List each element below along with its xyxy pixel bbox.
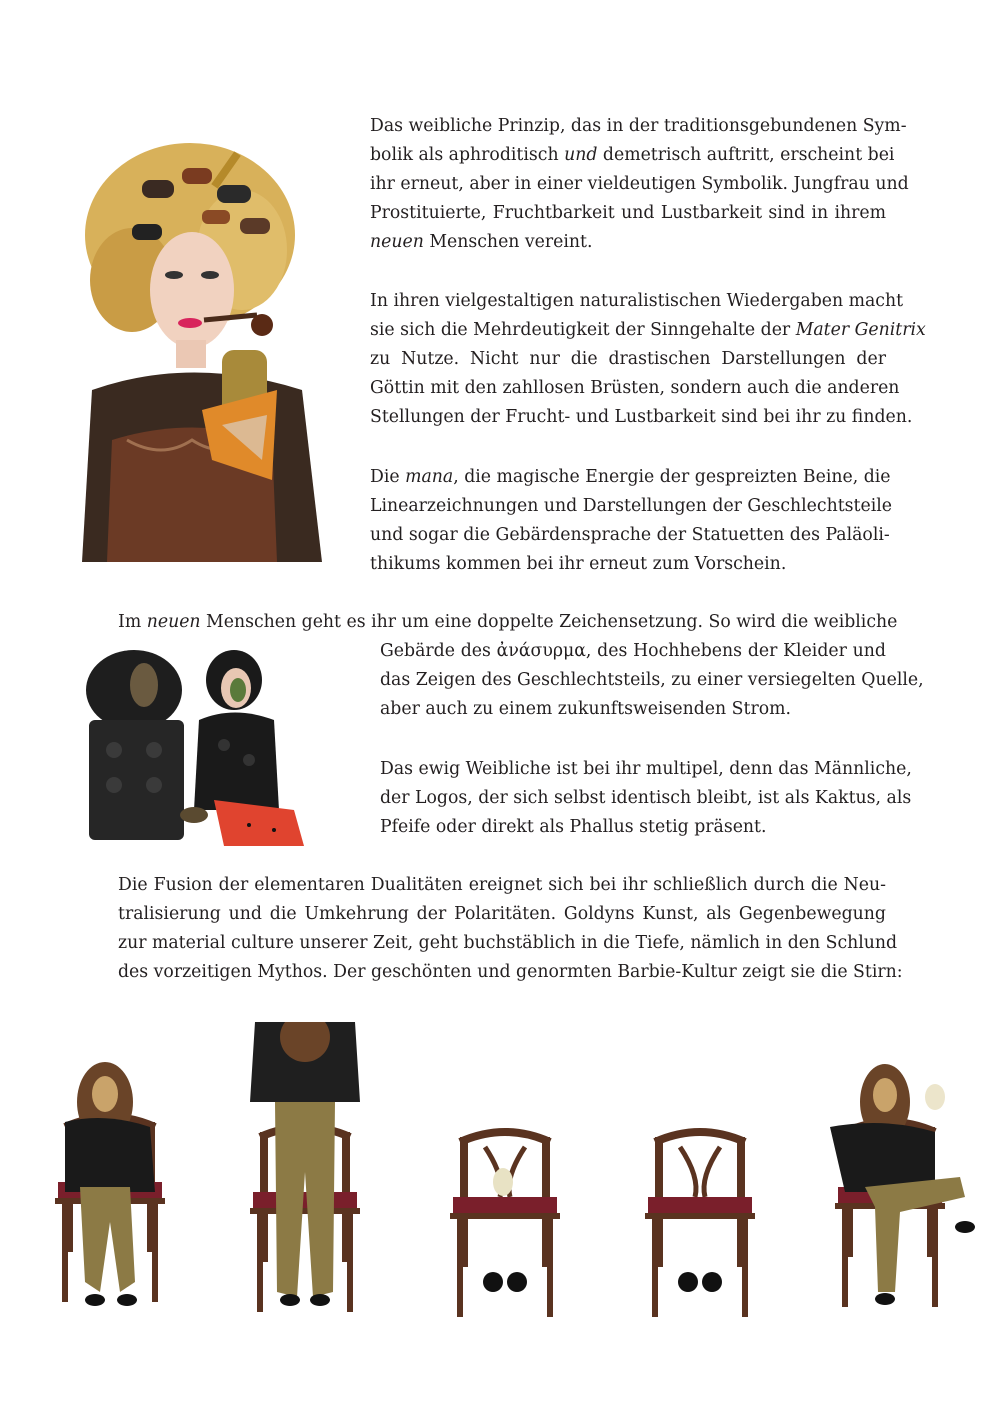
- seated-figure-photo: [84, 650, 308, 846]
- empty-chair-egg: [450, 1132, 560, 1317]
- paragraph-4-first-line: [118, 608, 898, 637]
- text-line: Gebärde des ἀνάσυρμα, des Hochhebens der Kleider und: [380, 641, 886, 661]
- text-line: zur material culture unserer Zeit, geht buchstäblich in die Tiefe, nämlich in den Schlund: [118, 933, 898, 953]
- paragraph-2: [370, 287, 926, 432]
- text-line: Prostituierte, Fruchtbarkeit und Lustbarkeit sind in ihrem: [370, 203, 886, 223]
- text-line: neuen Menschen vereint.: [370, 232, 593, 252]
- text-line: Die mana, die magische Energie der gespreizten Beine, die: [370, 467, 891, 487]
- text-line: In ihren vielgestaltigen naturalistischen Wiedergaben macht: [370, 291, 904, 311]
- paragraph-5: [380, 755, 912, 842]
- chair-sequence-photos: [15, 1022, 987, 1317]
- woman-crossed-legs-egg: [830, 1064, 975, 1307]
- text-line: der Logos, der sich selbst identisch bleibt, ist als Kaktus, als: [380, 788, 912, 808]
- text-line: zu Nutze. Nicht nur die drastischen Darstellungen der: [370, 349, 886, 369]
- paragraph-1: [370, 112, 909, 257]
- paragraph-3: [370, 463, 892, 579]
- text-line: Stellungen der Frucht- und Lustbarkeit sind bei ihr zu finden.: [370, 407, 913, 427]
- seated-woman-chair: [55, 1062, 165, 1306]
- text-line: Linearzeichnungen und Darstellungen der Geschlechtsteile: [370, 496, 892, 516]
- text-line: bolik als aphroditisch und demetrisch auftritt, erscheint bei: [370, 145, 895, 165]
- text-line: und sogar die Gebärdensprache der Statuetten des Paläoli-: [370, 525, 890, 545]
- text-line: sie sich die Mehrdeutigkeit der Sinngehalte der Mater Genitrix: [370, 320, 926, 340]
- text-line: thikums kommen bei ihr erneut zum Vorschein.: [370, 554, 787, 574]
- text-line: aber auch zu einem zukunftsweisenden Strom.: [380, 699, 791, 719]
- text-line: Im neuen Menschen geht es ihr um eine doppelte Zeichensetzung. So wird die weibliche: [118, 612, 898, 632]
- portrait-photo: [72, 140, 330, 562]
- text-line: Pfeife oder direkt als Phallus stetig präsent.: [380, 817, 767, 837]
- empty-chair-shoes: [645, 1132, 755, 1317]
- text-line: ihr erneut, aber in einer vieldeutigen Symbolik. Jungfrau und: [370, 174, 909, 194]
- text-line: Göttin mit den zahllosen Brüsten, sondern auch die anderen: [370, 378, 900, 398]
- text-line: Die Fusion der elementaren Dualitäten ereignet sich bei ihr schließlich durch die Neu-: [118, 875, 886, 895]
- text-line: Das weibliche Prinzip, das in der traditionsgebundenen Sym-: [370, 116, 907, 136]
- paragraph-6: [118, 871, 903, 987]
- text-line: Das ewig Weibliche ist bei ihr multipel, denn das Männliche,: [380, 759, 912, 779]
- text-line: des vorzeitigen Mythos. Der geschönten und genormten Barbie-Kultur zeigt sie die Stirn:: [118, 962, 903, 982]
- text-line: das Zeigen des Geschlechtsteils, zu einer versiegelten Quelle,: [380, 670, 924, 690]
- paragraph-4-continued: [380, 637, 924, 724]
- standing-woman-chair: [250, 1022, 360, 1312]
- text-line: tralisierung und die Umkehrung der Polaritäten. Goldyns Kunst, als Gegenbewegung: [118, 904, 886, 924]
